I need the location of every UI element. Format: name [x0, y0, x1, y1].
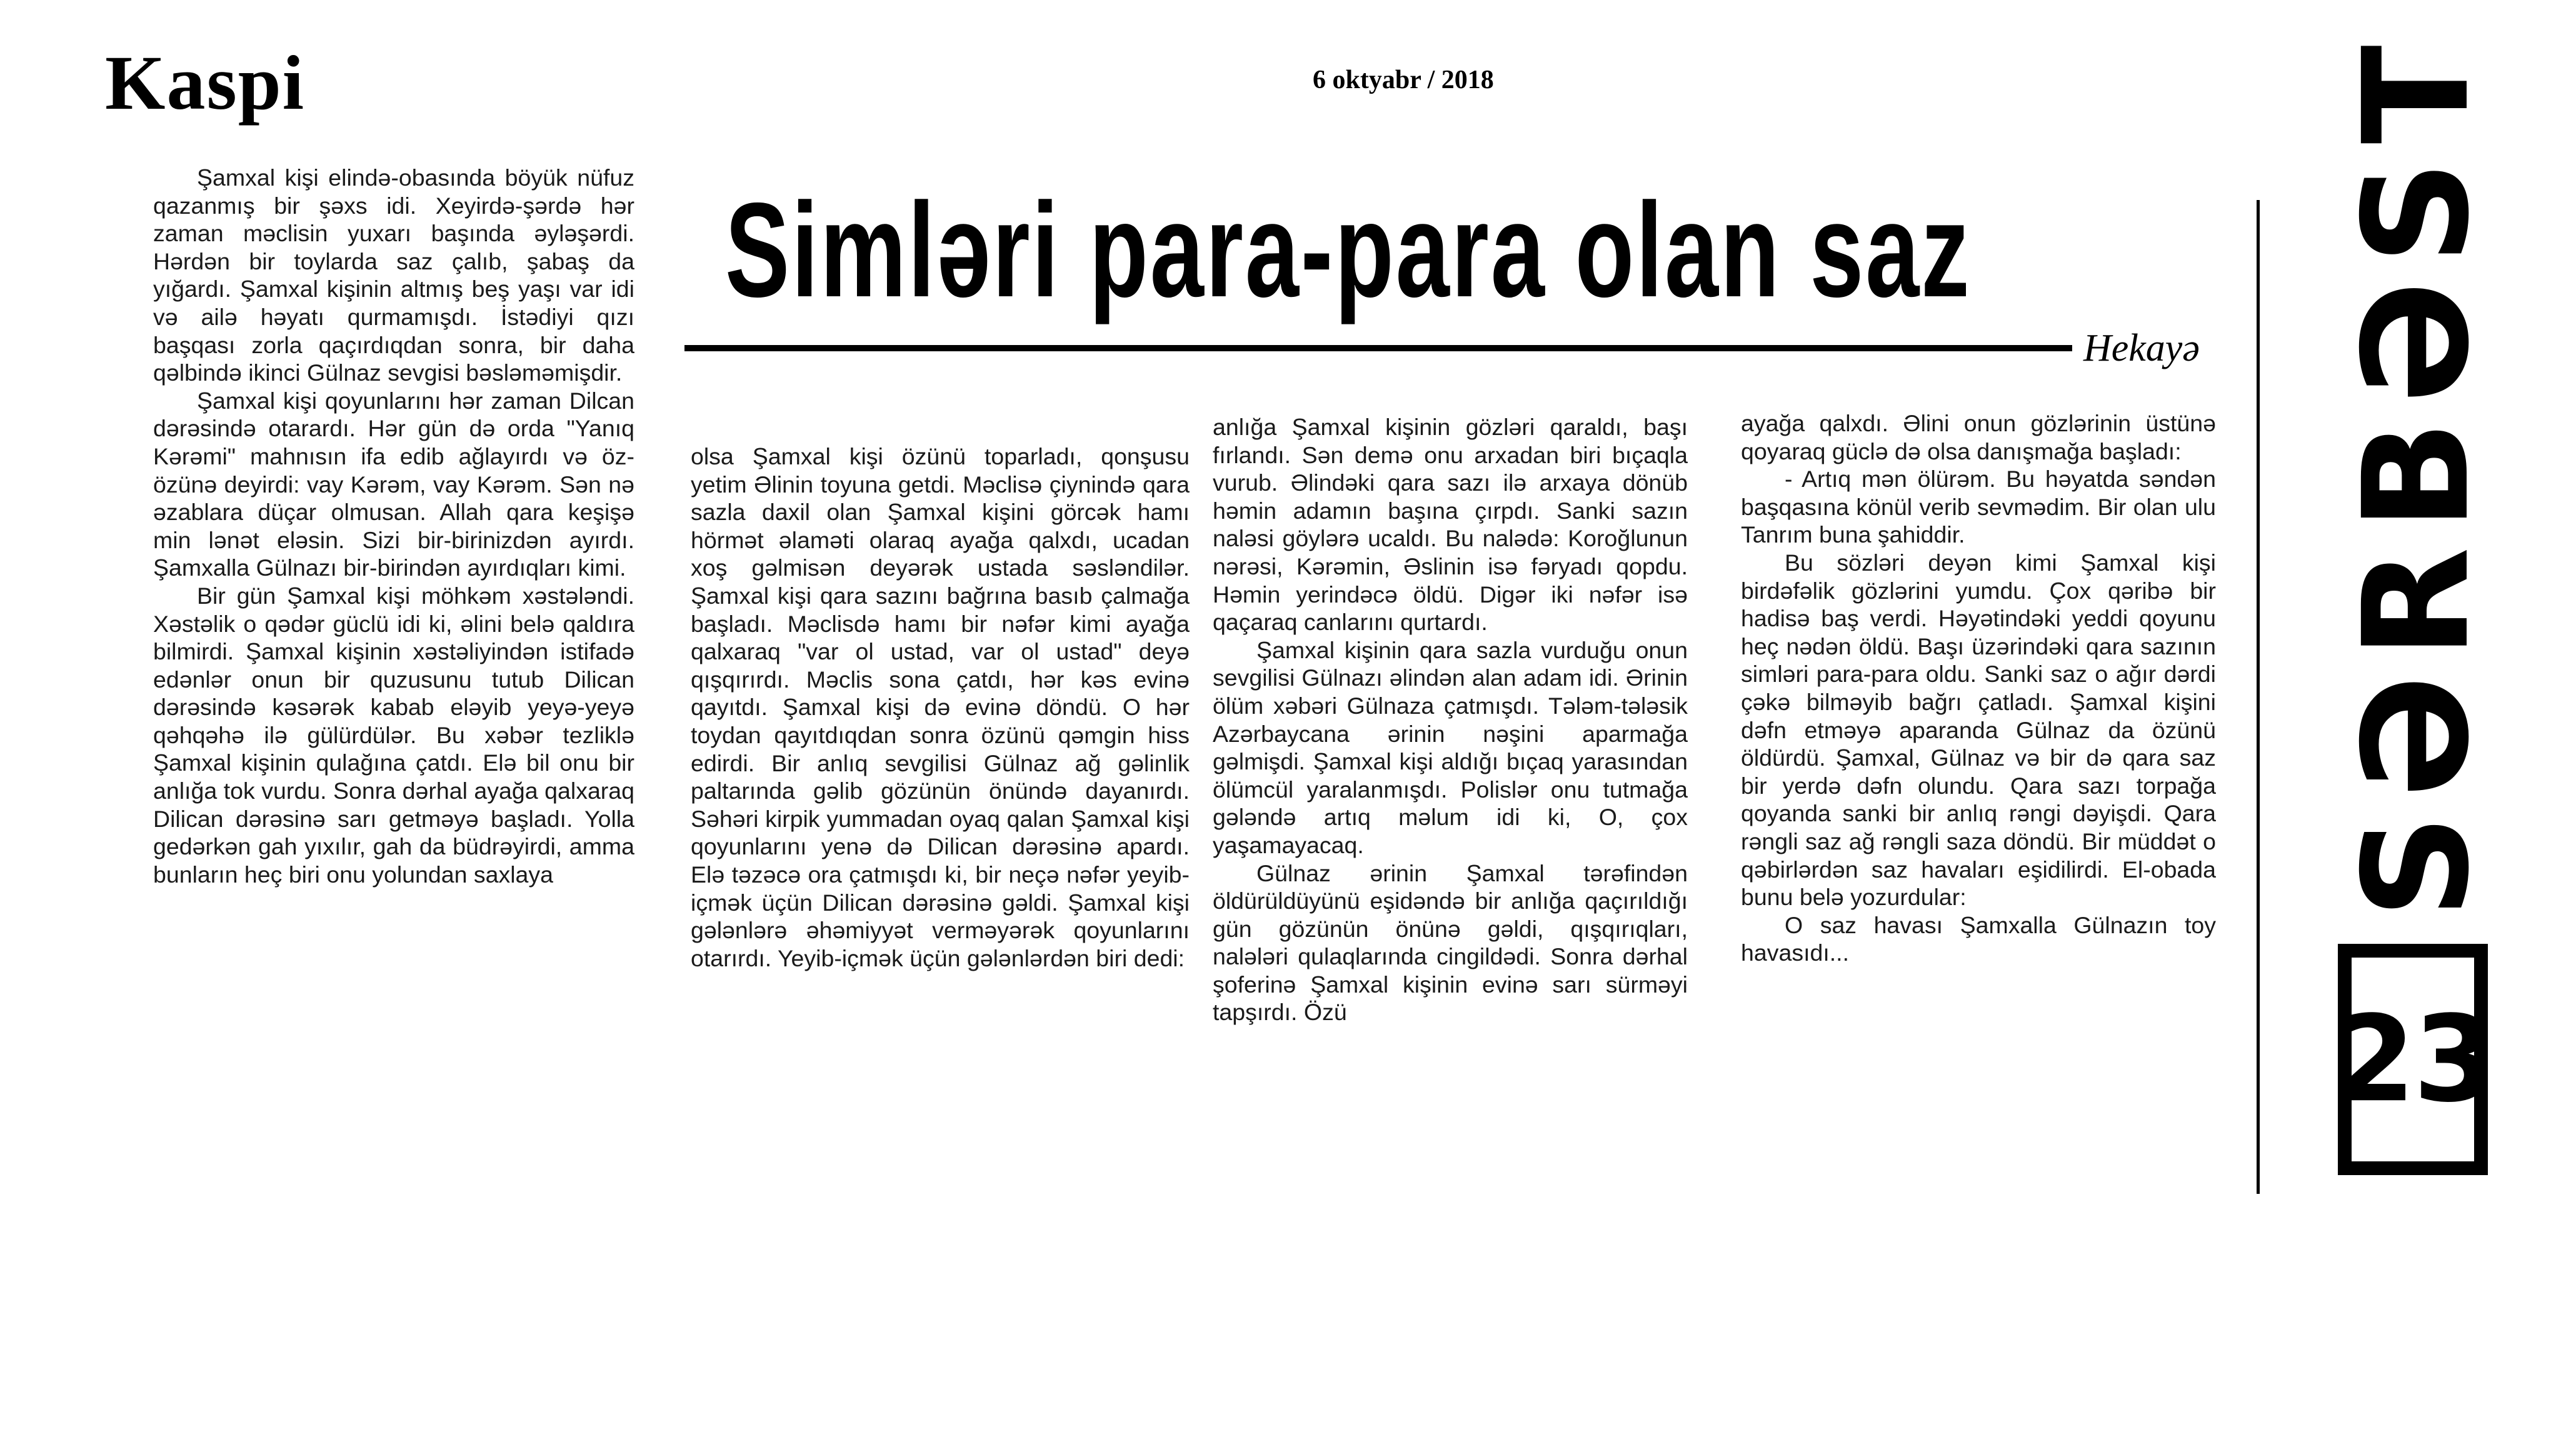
page-number-box: [2332, 944, 2493, 1175]
paragraph: O saz havası Şamxalla Gülnazın toy havasıdı...: [1741, 911, 2216, 966]
article-column-2: [691, 443, 1190, 972]
headline-rule: [684, 345, 2072, 351]
article-column-1: [153, 164, 634, 888]
paragraph: ayağa qalxdı. Əlini onun gözlərinin üstünə qoyaraq güclə də olsa danışmağa başladı:: [1741, 410, 2216, 464]
article-column-4: [1741, 409, 2216, 967]
paragraph: Şamxal kişinin qara sazla vurduğu onun sevgilisi Gülnazı əlindən alan adam idi. Ərinin ölüm xəbəri Gülnaza çatmışdı. Tələm-tələsik Azərbaycana ərinin nəşini aparmağa gəlmişdi. Şamxal kişi aldığı bıçaq yarasından ölümcül yaralanmışdı. Polislər onu tutmağa gələndə artıq məlum idi ki, O, çox yaşamayacaq.: [1213, 636, 1688, 858]
paragraph: Şamxal kişi qoyunlarını hər zaman Dilcan dərəsində otarardı. Hər gün də orda "Yanıq Kərəmi" mahnısın ifa edib ağlayırdı və öz-özünə deyirdi: vay Kərəm, vay Kərəm. Sən nə əzablara düçar olmusan. Allah qara keşişə min lənət eləsin. Sizi bir-birinizdən ayırdı. Şamxalla Gülnazı bir-birindən ayırdıqları kimi.: [153, 387, 634, 581]
page-number: 23: [2332, 990, 2493, 1129]
paragraph: anlığa Şamxal kişinin gözləri qaraldı, başı fırlandı. Sən demə onu arxadan biri bıçaqla vurub. Əlindəki qara sazı ilə arxaya dönüb həmin adamın başına çırpdı. Sanki sazın naləsi göylərə ucaldı. Bu nalədə: Koroğlunun nərəsi, Kərəmin, Əslinin isə fəryadı qopdu. Həmin yerindəcə öldü. Digər iki nəfər isə qaçaraq canlarını qurtardı.: [1213, 414, 1688, 636]
issue-date: 6 oktyabr / 2018: [1313, 66, 1494, 94]
paragraph: Bu sözləri deyən kimi Şamxal kişi birdəfəlik gözlərini yumdu. Çox qəribə bir hadisə baş verdi. Həyətindəki yeddi qoyunu heç nədən öldü. Başı üzərindəki qara sazının simləri para-para oldu. Sanki saz o ağır dərdi çəkə bilməyib bağrı çatladı. Şamxal kişini dəfn etməyə aparanda Gülnaz da özünü öldürdü. Şamxal, Gülnaz və bir də qara saz bir yerdə dəfn olundu. Qara sazı torpağa qoyanda sanki bir anlıq rəngi dəyişdi. Qara rəngli saz ağ rəngli saza döndü. Bir müddət o qəbirlərdən saz havaları eşidilirdi. El-obada bunu belə yozurdular:: [1741, 549, 2216, 911]
section-sidebar: [2332, 29, 2576, 1175]
sidebar-divider: [2257, 200, 2260, 1194]
article-column-3: [1213, 413, 1688, 1026]
paragraph: Şamxal kişi elində-obasında böyük nüfuz qazanmış bir şəxs idi. Xeyirdə-şərdə hər zaman məclisin yuxarı başında əyləşərdi. Hərdən bir toylarda saz çalıb, şabaş da yığardı. Şamxal kişinin altmış beş yaşı var idi və ailə həyatı qurmamışdı. İstədiyi qızı başqası zorla qaçırdıqdan sonra, bir daha qəlbində ikinci Gülnaz sevgisi bəsləməmişdir.: [153, 164, 634, 386]
paragraph: Bir gün Şamxal kişi möhkəm xəstələndi. Xəstəlik o qədər güclü idi ki, əlini belə qaldıra bilmirdi. Şamxal kişinin xəstəliyindən istifadə edənlər onun bir quzusunu tutub Dilican dərəsində kəsərək kabab eləyib yeyə-yeyə qəhqəhə ilə gülürdülər. Bu xəbər tezliklə Şamxal kişinin qulağına çatdı. Elə bil onu bir anlığa tok vurdu. Sonra dərhal ayağa qalxaraq Dilican dərəsinə sarı getməyə başladı. Yolla gedərkən gah yıxılır, gah da büdrəyirdi, amma bunların heç biri onu yolundan saxlaya: [153, 582, 634, 888]
article-genre: Hekayə: [2078, 326, 2205, 371]
section-title: SƏRBƏST: [2332, 29, 2501, 919]
paragraph: olsa Şamxal kişi özünü toparladı, qonşusu yetim Əlinin toyuna getdi. Məclisə çiynində qara sazla daxil olan Şamxal kişini görcək hamı hörmət əlaməti olaraq ayağa qalxdı, ucadan xoş gəlmisən deyərək ustada səsləndilər. Şamxal kişi qara sazını bağrına basıb çalmağa başladı. Məclisdə hamı bir nəfər kimi ayağa qalxaraq "var ol ustad, var ol ustad" deyə qışqırırdı. Məclis sona çatdı, hər kəs evinə qayıtdı. Şamxal kişi də evinə döndü. O hər toydan qayıtdıqdan sonra özünü qəmgin hiss edirdi. Bir anlıq sevgilisi Gülnaz ağ gəlinlik paltarında gəlib gözünün önündə dayanırdı. Səhəri kirpik yummadan oyaq qalan Şamxal kişi qoyunlarını yenə də Dilican dərəsinə apardı. Elə təzəcə ora çatmışdı ki, bir neçə nəfər yeyib-içmək üçün Dilican dərəsinə gəldi. Şamxal kişi gələnlərə əhəmiyyət verməyərək qoyunlarını otarırdı. Yeyib-içmək üçün gələnlərdən biri dedi:: [691, 443, 1190, 971]
paragraph: - Artıq mən ölürəm. Bu həyatda səndən başqasına könül verib sevmədim. Bir olan ulu Tanrım buna şahiddir.: [1741, 466, 2216, 548]
paragraph: Gülnaz ərinin Şamxal tərəfindən öldürüldüyünü eşidəndə bir anlığa qaçırıldığı gün gözünün önünə gəldi, qışqırıqları, nalələri qulaqlarında cingildədi. Sonra dərhal şoferinə Şamxal kişinin evinə sarı sürməyi tapşırdı. Özü: [1213, 859, 1688, 1026]
article-headline: Simləri para-para olan saz: [725, 174, 1972, 325]
publication-name: Kaspi: [105, 40, 306, 126]
